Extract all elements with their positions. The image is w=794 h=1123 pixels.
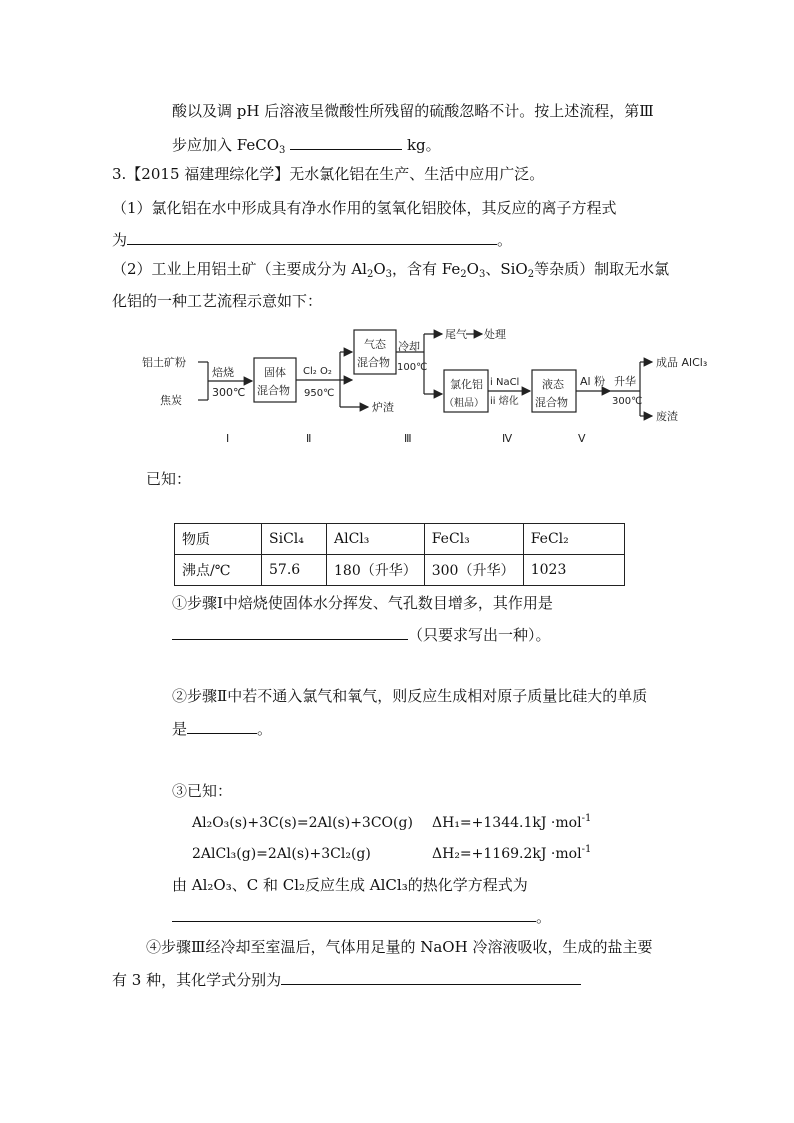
- q3-p2-sub-b: 2: [366, 269, 374, 280]
- table-row: [175, 524, 625, 555]
- flow-product-label: 成品 AlCl₃: [656, 356, 708, 369]
- table-cell: SiCl₄: [262, 524, 327, 555]
- flow-input-coke: 焦炭: [160, 394, 182, 407]
- table-cell: 1023: [523, 555, 624, 586]
- table-cell: 沸点/℃: [175, 555, 262, 586]
- answer-blank-sub1[interactable]: [172, 623, 408, 640]
- flow-step1-label: 焙烧: [212, 366, 234, 379]
- q3-p2-text-a: （2）工业上用铝土矿（主要成分为 Al: [112, 260, 367, 278]
- table-cell: 物质: [175, 524, 262, 555]
- flow-step-numeral-3: Ⅲ: [404, 432, 412, 445]
- q3-part1-prefix: 为: [112, 231, 128, 249]
- flow-sublimation-temp: 300℃: [612, 396, 643, 407]
- q3-p2-sub-f: 2: [460, 269, 467, 280]
- sub3-heading: ③已知：: [172, 782, 233, 800]
- answer-blank-salts[interactable]: [281, 968, 581, 985]
- q3-p2-text-e: ，含有 Fe: [392, 260, 461, 278]
- sub3-answer-line: [172, 905, 551, 928]
- boiling-point-table: [174, 523, 625, 586]
- prev-text-line1: 酸以及调 pH 后溶液呈微酸性所残留的硫酸忽略不计。按上述流程，第Ⅲ: [172, 102, 654, 120]
- flow-box2-line1: 气态: [364, 338, 386, 351]
- flow-box2-line2: 混合物: [357, 356, 390, 369]
- flow-tailgas-label: 尾气: [445, 328, 467, 341]
- flow-step2-temp: 950℃: [304, 388, 335, 399]
- flow-sublimation-label: 升华: [614, 375, 636, 388]
- flow-cooling-label: 冷却: [398, 340, 420, 353]
- table-cell: AlCl₃: [327, 524, 425, 555]
- q3-p2-text-c: O: [373, 260, 386, 278]
- flow-treatment-label: 处理: [484, 328, 506, 341]
- question-3-title: 3.【2015 福建理综化学】无水氯化铝在生产、生活中应用广泛。: [112, 165, 545, 183]
- table-cell: 180（升华）: [327, 555, 425, 586]
- flow-step4-reagent: i NaCl: [490, 377, 520, 388]
- enthalpy-2-exponent: -1: [581, 844, 592, 855]
- q3-part2-line1: [112, 258, 669, 280]
- known-label: 已知：: [146, 470, 192, 488]
- sub3-enthalpy-2: [432, 843, 591, 865]
- flow-step-numeral-2: Ⅱ: [306, 432, 312, 445]
- prev-line2-sub: 3: [279, 145, 286, 156]
- sub2-question: ②步骤Ⅱ中若不通入氯气和氧气，则反应生成相对原子质量比硅大的单质: [172, 687, 648, 705]
- q3-part1-line1: （1）氯化铝在水中形成具有净水作用的氢氧化铝胶体，其反应的离子方程式: [112, 199, 617, 217]
- sub1-end: （只要求写出一种）。: [408, 626, 551, 644]
- prev-line2-text: 步应加入 FeCO: [172, 136, 280, 154]
- flow-step1-temp: 300℃: [212, 386, 246, 399]
- flow-box1-line2: 混合物: [257, 384, 290, 397]
- q3-p2-sub-j: 2: [527, 269, 535, 280]
- flow-step-numeral-4: Ⅳ: [502, 432, 513, 445]
- flow-input-bauxite: 铝土矿粉: [142, 356, 186, 369]
- flow-step-numeral-5: Ⅴ: [578, 432, 586, 445]
- q3-p2-text-k: 等杂质）制取无水氯: [534, 260, 670, 278]
- flow-step-numeral-1: Ⅰ: [226, 432, 230, 445]
- prev-line2-unit: kg。: [406, 136, 441, 154]
- sub3-equation-2: 2AlCl₃(g)=2Al(s)+3Cl₂(g): [192, 846, 371, 862]
- flow-step5-reagent: Al 粉: [580, 375, 606, 388]
- table-cell: FeCl₃: [424, 524, 523, 555]
- flow-step2-reagents: Cl₂ O₂: [303, 366, 332, 377]
- prev-text-line2: [172, 133, 441, 156]
- q3-part1-line2: [112, 228, 512, 251]
- flow-slag-label: 炉渣: [372, 401, 394, 414]
- flow-box3-line1: 氯化铝: [450, 378, 483, 391]
- sub4-prefix: 有 3 种，其化学式分别为: [112, 971, 282, 989]
- answer-blank-ionic-equation[interactable]: [127, 228, 497, 245]
- sub4-answer-line: [112, 968, 581, 991]
- q3-p2-text-g: O: [466, 260, 479, 278]
- flow-waste-label: 废渣: [656, 410, 678, 423]
- sub3-end: 。: [536, 908, 552, 926]
- sub2-prefix: 是: [172, 720, 188, 738]
- q3-part2-line2: 化铝的一种工艺流程示意如下：: [112, 292, 323, 310]
- sub1-answer-line: [172, 623, 551, 646]
- table-row: [175, 555, 625, 586]
- table-cell: 300（升华）: [424, 555, 523, 586]
- sub2-end: 。: [257, 720, 273, 738]
- flow-cooling-temp: 100℃: [397, 362, 428, 373]
- sub3-enthalpy-1: [432, 812, 591, 834]
- sub3-question: 由 Al₂O₃、C 和 Cl₂反应生成 AlCl₃的热化学方程式为: [172, 876, 528, 894]
- sub3-equation-1: Al₂O₃(s)+3C(s)=2Al(s)+3CO(g): [192, 815, 413, 831]
- enthalpy-1-exponent: -1: [581, 813, 592, 824]
- sub2-answer-line: [172, 717, 272, 740]
- flow-box4-line1: 液态: [542, 378, 564, 391]
- q3-part1-end: 。: [497, 231, 513, 249]
- enthalpy-1-value: ΔH₁=+1344.1kJ ·mol: [432, 815, 582, 831]
- flow-box1-line1: 固体: [264, 366, 286, 379]
- flow-box3-line2: （粗品）: [444, 398, 484, 409]
- flow-step4-action: ii 熔化: [490, 396, 519, 407]
- enthalpy-2-value: ΔH₂=+1169.2kJ ·mol: [432, 846, 582, 862]
- process-flow-diagram: [140, 322, 740, 450]
- answer-blank-feco3[interactable]: [290, 133, 402, 150]
- q3-p2-sub-h: 3: [478, 269, 486, 280]
- table-cell: 57.6: [262, 555, 327, 586]
- sub1-question: ①步骤Ⅰ中焙烧使固体水分挥发、气孔数目增多，其作用是: [172, 594, 553, 612]
- answer-blank-thermochemical-equation[interactable]: [172, 905, 536, 922]
- flow-box4-line2: 混合物: [535, 396, 568, 409]
- q3-p2-sub-d: 3: [385, 269, 393, 280]
- table-cell: FeCl₂: [523, 524, 624, 555]
- answer-blank-sub2[interactable]: [187, 717, 257, 734]
- sub4-question: ④步骤Ⅲ经冷却至室温后，气体用足量的 NaOH 冷溶液吸收，生成的盐主要: [146, 938, 653, 956]
- q3-p2-text-i: 、SiO: [485, 260, 528, 278]
